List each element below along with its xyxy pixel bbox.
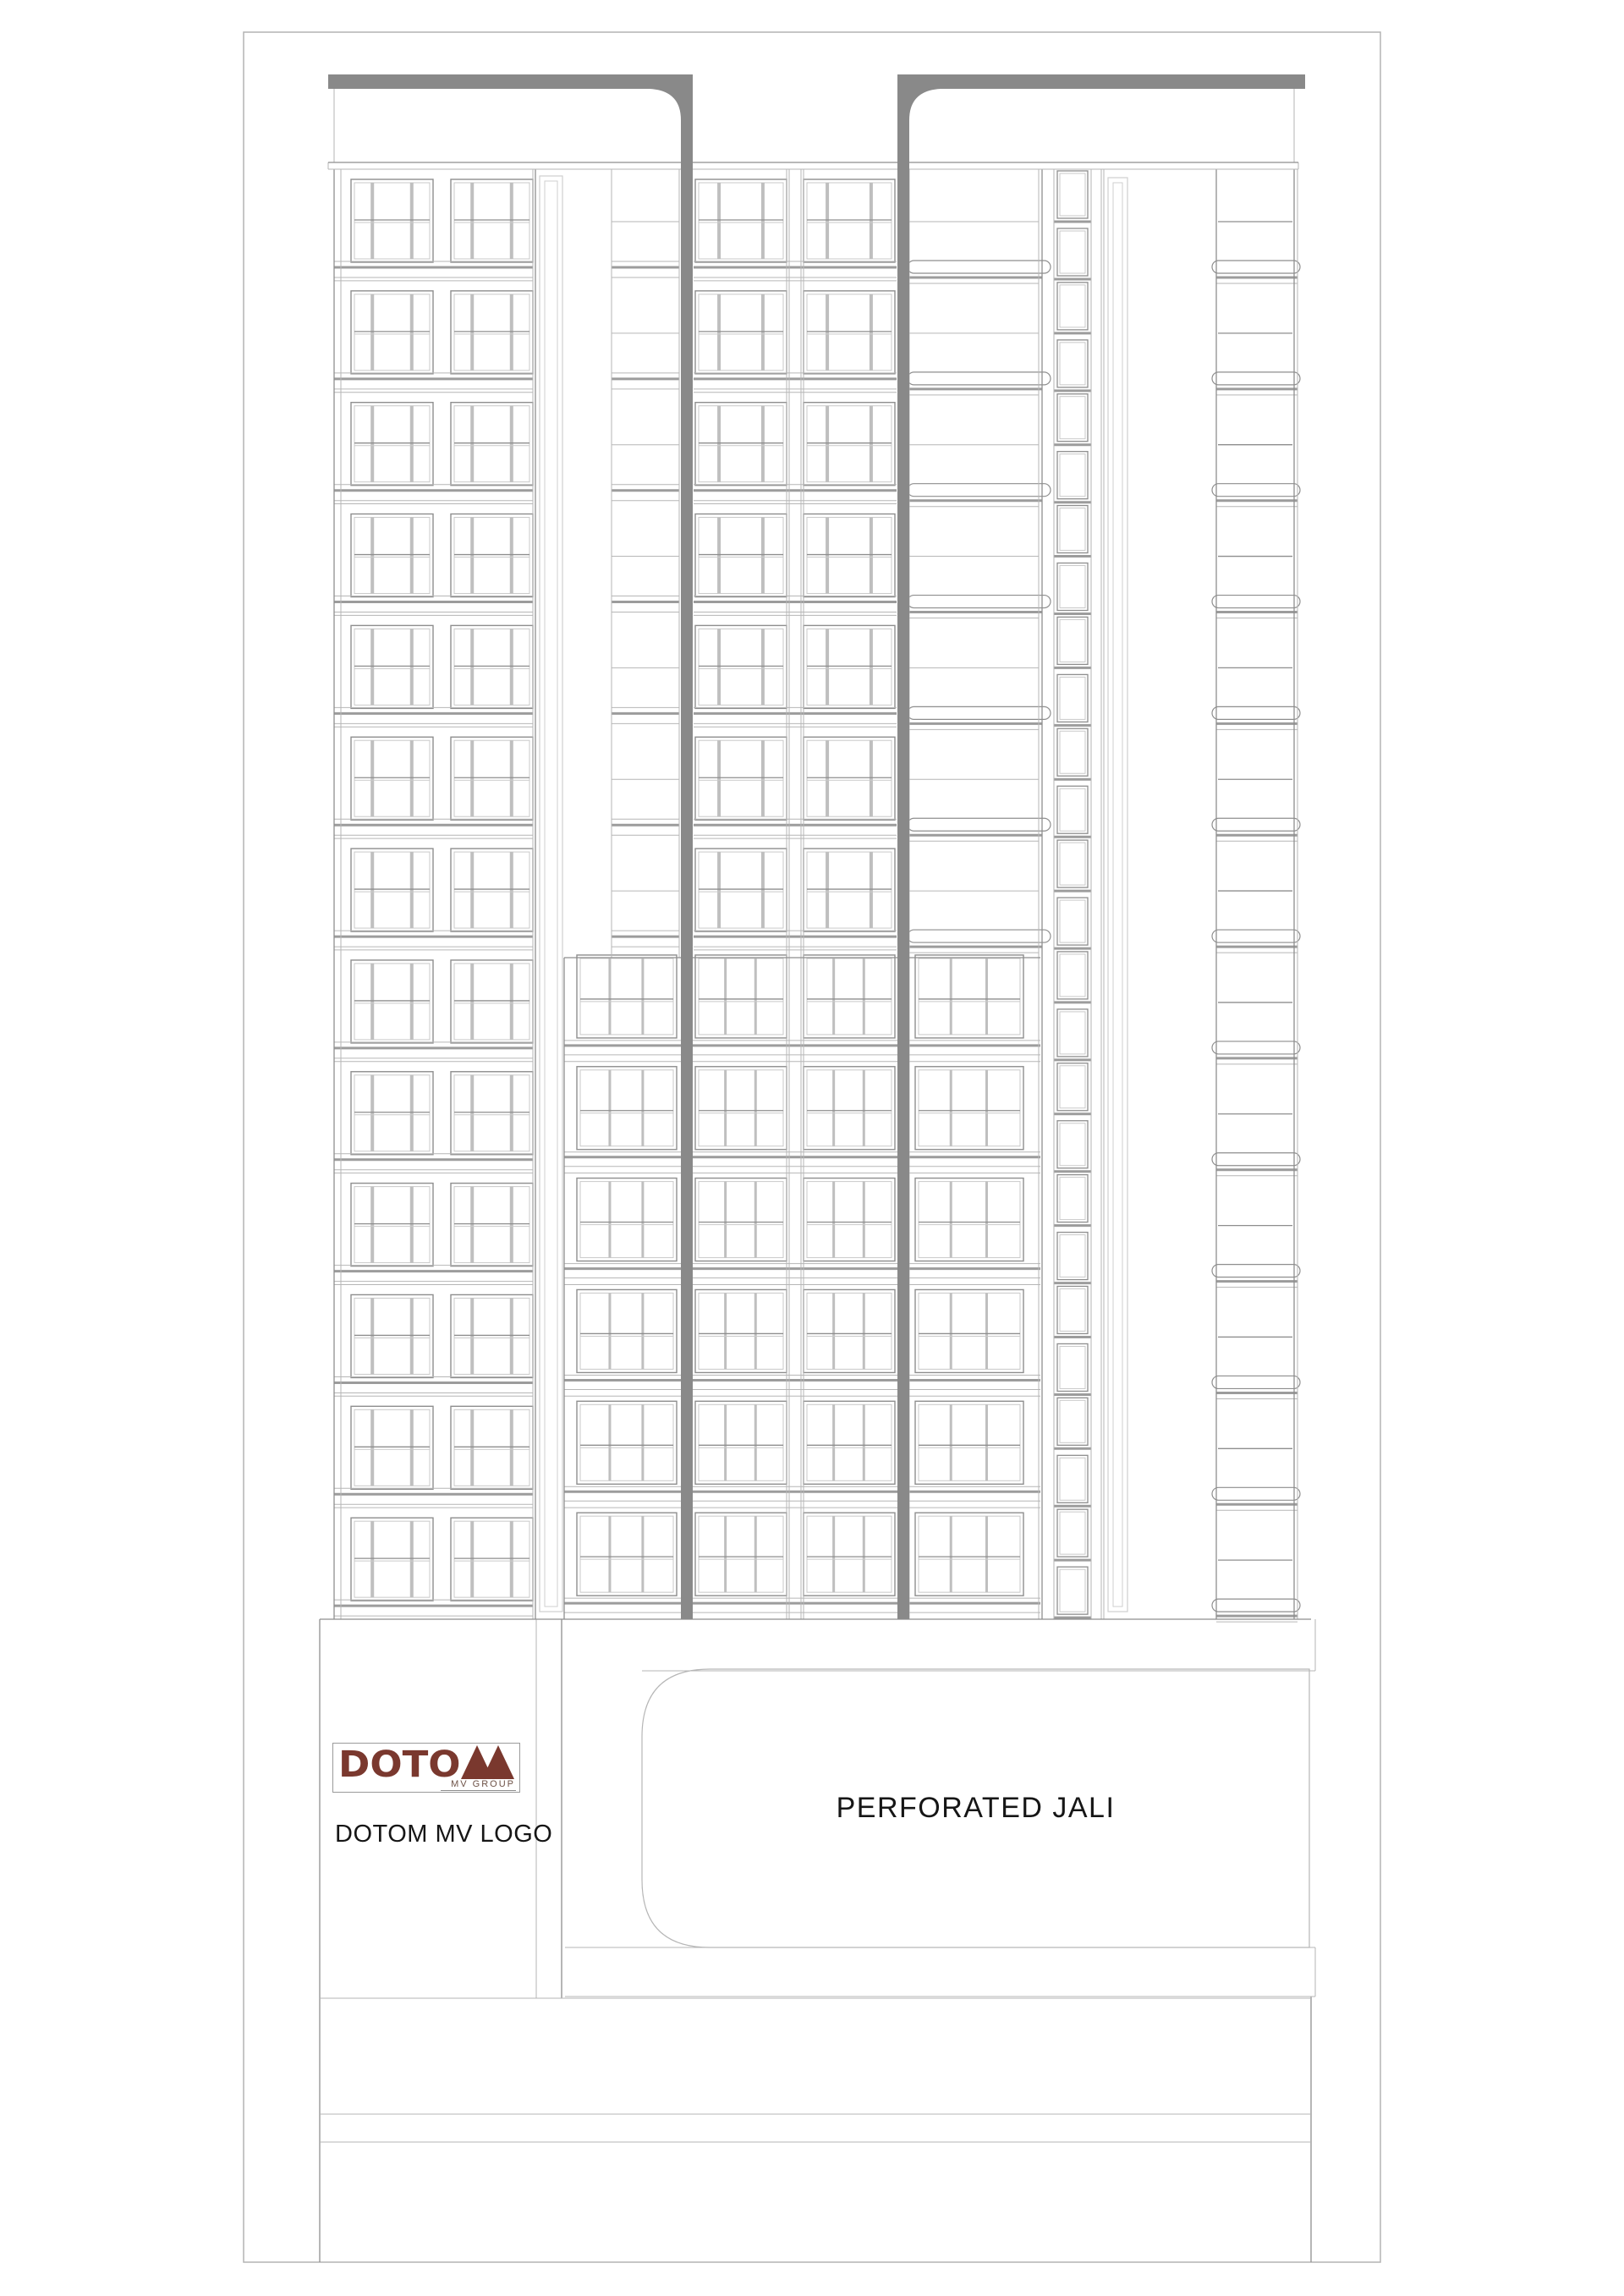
dotom-logo-caption: DOTOM MV LOGO xyxy=(335,1821,553,1848)
dark-bars-and-columns xyxy=(328,74,1305,1619)
dotom-logo-box xyxy=(332,1743,520,1793)
dotom-logo-text: DOTO xyxy=(338,1743,461,1786)
perforated-jali-label: PERFORATED JALI xyxy=(836,1792,1116,1824)
logo-m-triangle-icon xyxy=(482,1745,514,1779)
logo-subtitle: MV GROUP xyxy=(441,1779,516,1791)
facade-floors xyxy=(334,171,1300,1622)
